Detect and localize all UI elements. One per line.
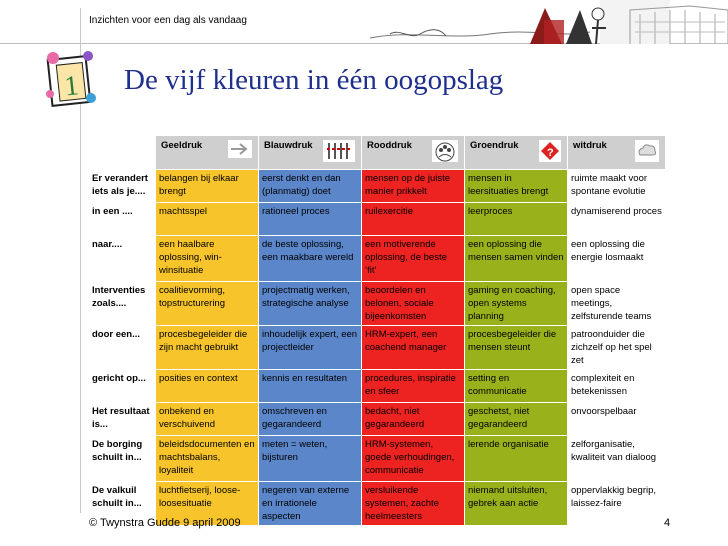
color-comparison-table bbox=[89, 136, 666, 526]
row-label: Er verandert iets als je.... bbox=[89, 170, 156, 203]
table-cell: dynamiserend proces bbox=[568, 203, 666, 236]
row-label: Het resultaat is... bbox=[89, 403, 156, 436]
table-row bbox=[89, 370, 666, 403]
table-cell: beoordelen en belonen, sociale bijeenkomsten bbox=[362, 282, 465, 326]
table-row bbox=[89, 326, 666, 370]
table-cell: procedures, inspiratie en sfeer bbox=[362, 370, 465, 403]
header-sketch-image bbox=[330, 0, 728, 44]
table-cell: setting en communicatie bbox=[465, 370, 568, 403]
table-cell: belangen bij elkaar brengt bbox=[156, 170, 259, 203]
row-label: gericht op... bbox=[89, 370, 156, 403]
table-cell: een oplossing die energie losmaakt bbox=[568, 236, 666, 282]
table-cell: patroonduider die zichzelf op het spel zet bbox=[568, 326, 666, 370]
table-cell: versluikende systemen, zachte heelmeesters bbox=[362, 482, 465, 526]
table-cell: lerende organisatie bbox=[465, 436, 568, 482]
table-cell: HRM-expert, een coachend manager bbox=[362, 326, 465, 370]
svg-text:1: 1 bbox=[62, 70, 81, 103]
table-row bbox=[89, 236, 666, 282]
arrow-icon bbox=[228, 140, 252, 158]
table-cell: ruilexercitie bbox=[362, 203, 465, 236]
table-cell: onbekend en verschuivend bbox=[156, 403, 259, 436]
row-label: door een... bbox=[89, 326, 156, 370]
column-header-witdruk: witdruk bbox=[568, 136, 666, 170]
table-cell: eerst denkt en dan (planmatig) doet bbox=[259, 170, 362, 203]
table-cell: ruimte maakt voor spontane evolutie bbox=[568, 170, 666, 203]
table-row bbox=[89, 203, 666, 236]
table-cell: niemand uitsluiten, gebrek aan actie bbox=[465, 482, 568, 526]
table-cell: de beste oplossing, een maakbare wereld bbox=[259, 236, 362, 282]
table-cell: machtsspel bbox=[156, 203, 259, 236]
svg-text:?: ? bbox=[547, 147, 554, 159]
table-cell: een oplossing die mensen samen vinden bbox=[465, 236, 568, 282]
column-header-rooddruk: Rooddruk bbox=[362, 136, 465, 170]
table-cell: HRM-systemen, goede verhoudingen, communicatie bbox=[362, 436, 465, 482]
table-cell: kennis en resultaten bbox=[259, 370, 362, 403]
table-cell: inhoudelijk expert, een projectleider bbox=[259, 326, 362, 370]
row-label: naar.... bbox=[89, 236, 156, 282]
row-label: De borging schuilt in... bbox=[89, 436, 156, 482]
table-row bbox=[89, 436, 666, 482]
table-cell: complexiteit en betekenissen bbox=[568, 370, 666, 403]
calendar-icon bbox=[44, 50, 98, 110]
table-cell: mensen op de juiste manier prikkelt bbox=[362, 170, 465, 203]
table-cell: meten = weten, bijsturen bbox=[259, 436, 362, 482]
question-icon bbox=[539, 140, 561, 162]
header-subtitle: Inzichten voor een dag als vandaag bbox=[89, 15, 247, 26]
table-row bbox=[89, 282, 666, 326]
cloud-icon bbox=[635, 140, 659, 162]
table-cell: een haalbare oplossing, win-winsituatie bbox=[156, 236, 259, 282]
table-cell: gaming en coaching, open systems planning bbox=[465, 282, 568, 326]
column-header-groendruk: Groendruk ? bbox=[465, 136, 568, 170]
table-cell: negeren van externe en irrationele aspecten bbox=[259, 482, 362, 526]
table-header-row bbox=[89, 136, 666, 170]
table-cell: een motiverende oplossing, de beste ‘fit’ bbox=[362, 236, 465, 282]
page-title: De vijf kleuren in één oogopslag bbox=[124, 64, 504, 96]
people-icon bbox=[432, 140, 458, 162]
table-cell: beleidsdocumenten en machtsbalans, loyaliteit bbox=[156, 436, 259, 482]
table-cell: oppervlakkig begrip, laissez-faire bbox=[568, 482, 666, 526]
table-cell: posities en context bbox=[156, 370, 259, 403]
table-cell: open space meetings, zelfsturende teams bbox=[568, 282, 666, 326]
table-cell: rationeel proces bbox=[259, 203, 362, 236]
row-label: De valkuil schuilt in... bbox=[89, 482, 156, 526]
table-cell: procesbegeleider die zijn macht gebruikt bbox=[156, 326, 259, 370]
table-cell: omschreven en gegarandeerd bbox=[259, 403, 362, 436]
table-cell: onvoorspelbaar bbox=[568, 403, 666, 436]
table-cell: coalitievorming, topstructurering bbox=[156, 282, 259, 326]
table-cell: zelforganisatie, kwaliteit van dialoog bbox=[568, 436, 666, 482]
table-cell: luchtfietserij, loose-loosesituatie bbox=[156, 482, 259, 526]
column-header-geeldruk: Geeldruk bbox=[156, 136, 259, 170]
row-label: in een .... bbox=[89, 203, 156, 236]
table-cell: geschetst, niet gegarandeerd bbox=[465, 403, 568, 436]
column-header-blauwdruk: Blauwdruk bbox=[259, 136, 362, 170]
table-cell: bedacht, niet gegarandeerd bbox=[362, 403, 465, 436]
table-cell: mensen in leersituaties brengt bbox=[465, 170, 568, 203]
row-label: Interventies zoals.... bbox=[89, 282, 156, 326]
bars-icon bbox=[323, 140, 355, 162]
footer-copyright: © Twynstra Gudde 9 april 2009 bbox=[89, 517, 241, 529]
table-row bbox=[89, 170, 666, 203]
table-cell: procesbegeleider die mensen steunt bbox=[465, 326, 568, 370]
header-empty-cell bbox=[89, 136, 156, 170]
page-number: 4 bbox=[664, 517, 671, 529]
table-cell: projectmatig werken, strategische analyse bbox=[259, 282, 362, 326]
table-row bbox=[89, 403, 666, 436]
table-cell: leerproces bbox=[465, 203, 568, 236]
